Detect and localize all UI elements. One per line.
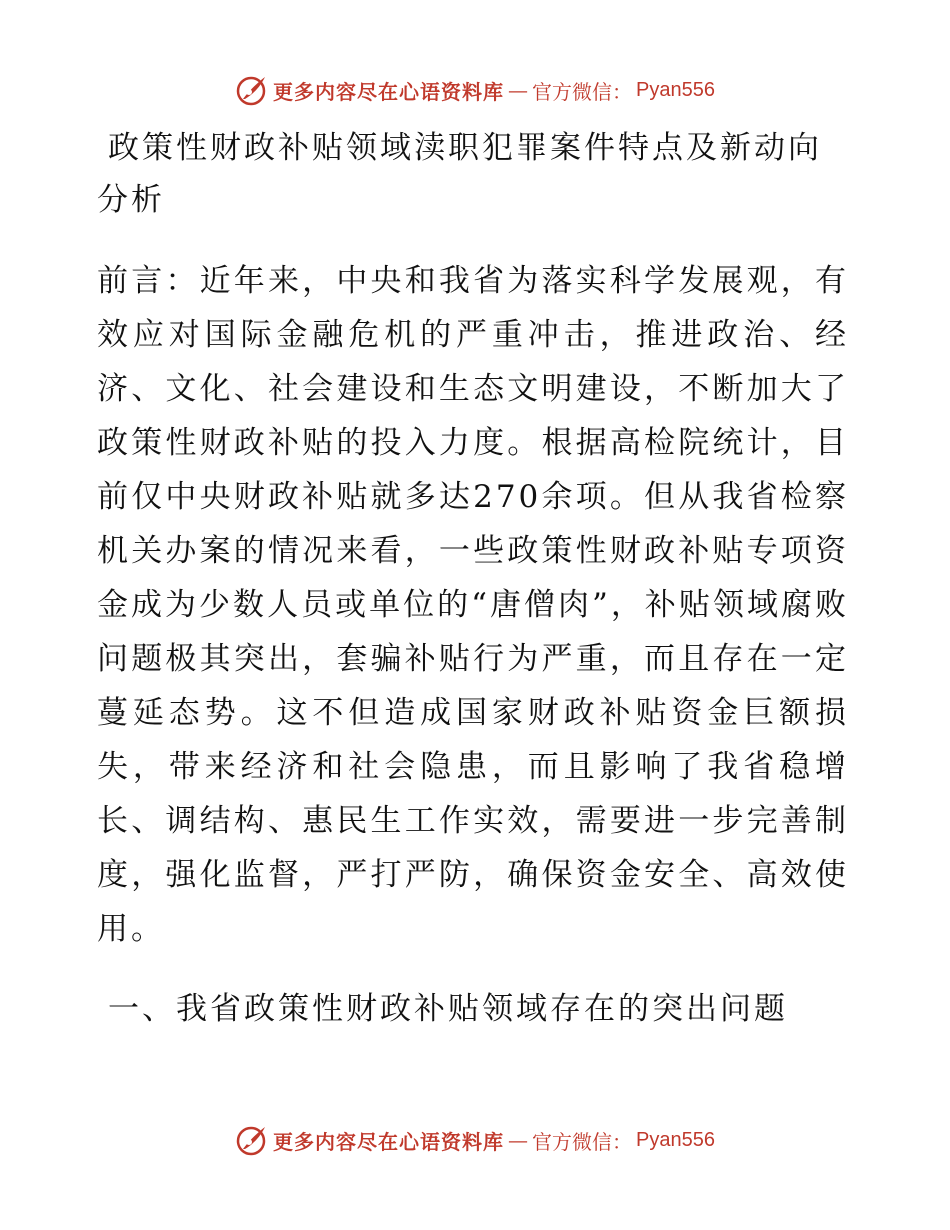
watermark-wechat-id: Pyan556 [636, 1128, 715, 1151]
document-body [97, 122, 849, 1036]
header-watermark [0, 70, 950, 110]
watermark-brand-text: 更多内容尽在心语资料库 [273, 79, 505, 104]
section-heading: 一、我省政策性财政补贴领域存在的突出问题 [108, 991, 788, 1027]
watermark-separator: — [508, 78, 529, 102]
feather-quill-logo-icon [235, 73, 269, 107]
document-title: 政策性财政补贴领域渎职犯罪案件特点及新动向分析 [97, 130, 822, 218]
watermark-wechat-label: 官方微信： [532, 1129, 633, 1154]
watermark-wechat-label: 官方微信： [532, 79, 633, 104]
preface-paragraph: 前言：近年来，中央和我省为落实科学发展观，有效应对国际金融危机的严重冲击，推进政治、经济、文化、社会建设和生态文明建设，不断加大了政策性财政补贴的投入力度。根据高检院统计，目前仅中央财政补贴就多达270余项。但从我省检察机关办案的情况来看，一些政策性财政补贴专项资金成为少数人员或单位的“唐僧肉”，补贴领域腐败问题极其突出，套骗补贴行为严重，而且存在一定蔓延态势。这不但造成国家财政补贴资金巨额损失，带来经济和社会隐患，而且影响了我省稳增长、调结构、惠民生工作实效，需要进一步完善制度，强化监督，严打严防，确保资金安全、高效使用。 [97, 263, 849, 947]
watermark-wechat-id: Pyan556 [636, 78, 715, 101]
watermark-brand-text: 更多内容尽在心语资料库 [273, 1129, 505, 1154]
footer-watermark [0, 1120, 950, 1160]
watermark-separator: — [508, 1128, 529, 1152]
feather-quill-logo-icon [235, 1123, 269, 1157]
